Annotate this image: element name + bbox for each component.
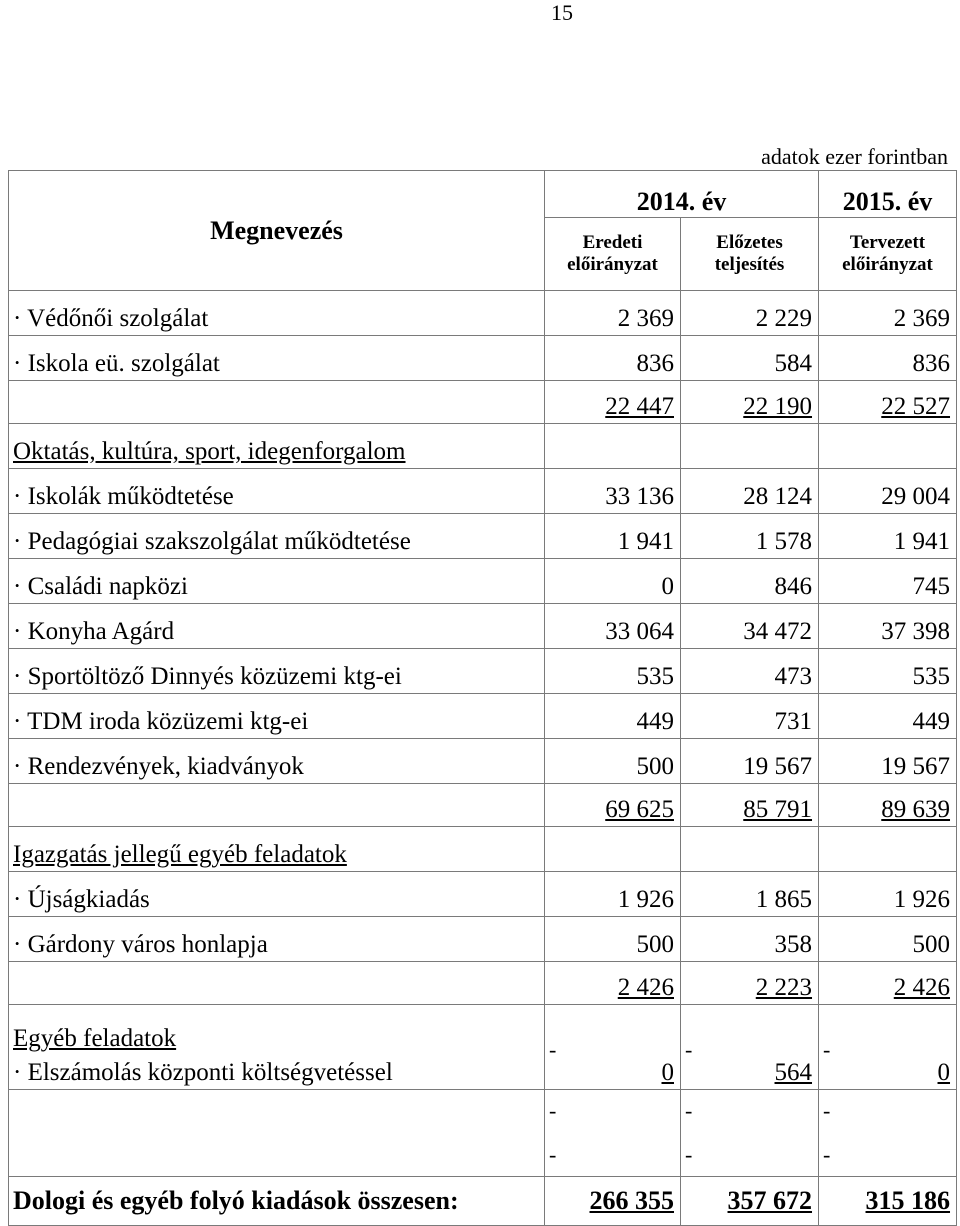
table-row	[9, 336, 957, 381]
total-value	[681, 1177, 819, 1226]
table-row	[9, 559, 957, 604]
cell-value: 449	[819, 694, 957, 739]
dash-cell	[819, 1090, 957, 1177]
row-label: · Pedagógiai szakszolgálat működtetése	[9, 514, 545, 559]
cell-value: 29 004	[819, 469, 957, 514]
table-row	[9, 917, 957, 962]
row-label: · Védőnői szolgálat	[9, 291, 545, 336]
empty-cell	[681, 827, 819, 872]
row-label: · Rendezvények, kiadványok	[9, 739, 545, 784]
row-label: · Konyha Agárd	[9, 604, 545, 649]
table-row	[9, 739, 957, 784]
cell-value: 500	[545, 917, 681, 962]
table-row	[9, 514, 957, 559]
table-row	[9, 694, 957, 739]
total-value	[545, 1177, 681, 1226]
cell-value: 500	[545, 739, 681, 784]
dash-mark: -	[823, 1037, 831, 1062]
cell-value: 1 865	[681, 872, 819, 917]
subtotal-text: 2 426	[893, 974, 951, 1001]
total-row	[9, 1177, 957, 1226]
header-year-2015: 2015. év	[819, 171, 957, 218]
row-label: · Iskola eü. szolgálat	[9, 336, 545, 381]
section-title: Egyéb feladatok	[13, 1025, 177, 1052]
cell-value: 564	[774, 1059, 813, 1086]
subtotal-row	[9, 962, 957, 1005]
cell-value: 0	[937, 1059, 951, 1086]
subtotal-text: 69 625	[605, 796, 674, 823]
dash-cell	[681, 1090, 819, 1177]
section-title-row	[9, 424, 957, 469]
subtotal-value	[681, 784, 819, 827]
page-number: 15	[551, 0, 573, 25]
row-label: · Sportöltöző Dinnyés közüzemi ktg-ei	[9, 649, 545, 694]
cell-value: 1 941	[545, 514, 681, 559]
header-row-years	[9, 171, 957, 218]
row-label: · Újságkiadás	[9, 872, 545, 917]
row-label: · Elszámolás központi költségvetéssel	[13, 1059, 540, 1087]
subtotal-value	[545, 962, 681, 1005]
cell-value: 0	[661, 1059, 674, 1086]
cell-value: 1 578	[681, 514, 819, 559]
dash-mark: -	[823, 1098, 831, 1123]
section-other-row	[9, 1005, 957, 1090]
budget-table	[8, 170, 957, 1226]
subtotal-value	[545, 381, 681, 424]
empty-cell	[9, 962, 545, 1005]
dash-mark: -	[685, 1142, 693, 1167]
cell-value: 449	[545, 694, 681, 739]
total-label: Dologi és egyéb folyó kiadások összesen:	[9, 1177, 545, 1226]
cell-value-with-dash	[545, 1005, 681, 1090]
cell-value-with-dash	[819, 1005, 957, 1090]
total-text: 266 355	[589, 1186, 674, 1215]
row-label: · TDM iroda közüzemi ktg-ei	[9, 694, 545, 739]
dash-mark: -	[685, 1037, 693, 1062]
cell-value: 19 567	[819, 739, 957, 784]
subtotal-value	[545, 784, 681, 827]
header-year-2014: 2014. év	[545, 171, 819, 218]
section-title-row	[9, 827, 957, 872]
section-title: Oktatás, kultúra, sport, idegenforgalom	[9, 424, 545, 469]
section-title: Igazgatás jellegű egyéb feladatok	[9, 827, 545, 872]
empty-cell	[819, 424, 957, 469]
subtotal-value	[819, 784, 957, 827]
cell-value: 0	[545, 559, 681, 604]
table-row	[9, 469, 957, 514]
header-preliminary: Előzetes teljesítés	[681, 218, 819, 291]
subtotal-value	[681, 381, 819, 424]
cell-value: 34 472	[681, 604, 819, 649]
subtotal-value	[681, 962, 819, 1005]
subtotal-text: 85 791	[743, 796, 813, 823]
total-text: 357 672	[727, 1186, 813, 1215]
row-label: · Gárdony város honlapja	[9, 917, 545, 962]
cell-value: 836	[545, 336, 681, 381]
subtotal-row	[9, 784, 957, 827]
row-label: · Iskolák működtetése	[9, 469, 545, 514]
empty-cell	[9, 381, 545, 424]
table-row	[9, 291, 957, 336]
cell-value: 33 064	[545, 604, 681, 649]
empty-cell	[545, 424, 681, 469]
cell-value: 1 926	[545, 872, 681, 917]
cell-value: 473	[681, 649, 819, 694]
cell-value: 28 124	[681, 469, 819, 514]
table-row	[9, 649, 957, 694]
table-row	[9, 604, 957, 649]
cell-value: 358	[681, 917, 819, 962]
dash-cell	[545, 1090, 681, 1177]
cell-value: 731	[681, 694, 819, 739]
header-original: Eredeti előirányzat	[545, 218, 681, 291]
subtotal-text: 89 639	[881, 796, 951, 823]
empty-cell	[545, 827, 681, 872]
subtotal-value	[819, 962, 957, 1005]
cell-value: 37 398	[819, 604, 957, 649]
cell-value: 584	[681, 336, 819, 381]
cell-value: 1 926	[819, 872, 957, 917]
row-label: · Családi napközi	[9, 559, 545, 604]
cell-value: 2 369	[545, 291, 681, 336]
cell-value: 2 229	[681, 291, 819, 336]
empty-cell	[681, 424, 819, 469]
table-row	[9, 872, 957, 917]
header-planned: Tervezett előirányzat	[819, 218, 957, 291]
total-text: 315 186	[865, 1186, 951, 1215]
cell-value: 33 136	[545, 469, 681, 514]
blank-dash-row	[9, 1090, 957, 1177]
subtotal-text: 22 527	[881, 393, 951, 420]
dash-mark: -	[823, 1142, 831, 1167]
total-value	[819, 1177, 957, 1226]
dash-mark: -	[549, 1098, 557, 1123]
cell-value: 500	[819, 917, 957, 962]
section-other-cell	[9, 1005, 545, 1090]
units-note: adatok ezer forintban	[761, 144, 948, 169]
subtotal-text: 2 426	[617, 974, 674, 1001]
cell-value: 1 941	[819, 514, 957, 559]
subtotal-text: 2 223	[755, 974, 813, 1001]
cell-value: 535	[819, 649, 957, 694]
cell-value: 19 567	[681, 739, 819, 784]
dash-mark: -	[549, 1037, 557, 1062]
subtotal-row	[9, 381, 957, 424]
header-name: Megnevezés	[9, 171, 545, 291]
dash-mark: -	[549, 1142, 557, 1167]
dash-mark: -	[685, 1098, 693, 1123]
cell-value: 535	[545, 649, 681, 694]
cell-value: 745	[819, 559, 957, 604]
cell-value: 846	[681, 559, 819, 604]
cell-value: 2 369	[819, 291, 957, 336]
empty-cell	[819, 827, 957, 872]
cell-value-with-dash	[681, 1005, 819, 1090]
empty-cell	[9, 784, 545, 827]
subtotal-text: 22 447	[605, 393, 674, 420]
empty-cell	[9, 1090, 545, 1177]
subtotal-value	[819, 381, 957, 424]
subtotal-text: 22 190	[743, 393, 813, 420]
cell-value: 836	[819, 336, 957, 381]
